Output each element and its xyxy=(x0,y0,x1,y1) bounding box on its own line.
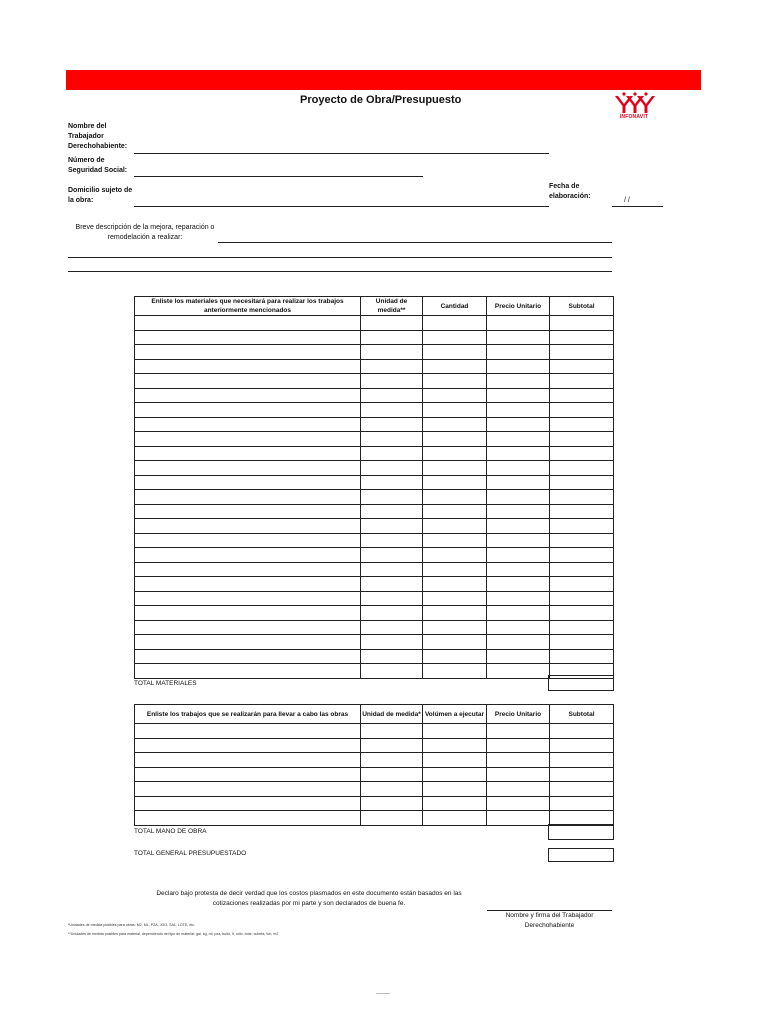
materials-cell[interactable] xyxy=(550,359,614,374)
materials-cell[interactable] xyxy=(135,345,361,360)
materials-cell[interactable] xyxy=(487,388,550,403)
header-red-bar xyxy=(66,70,701,90)
materials-cell[interactable] xyxy=(487,635,550,650)
materials-cell[interactable] xyxy=(487,374,550,389)
materials-cell[interactable] xyxy=(550,649,614,664)
labor-header-description: Enliste los trabajos que se realizarán para llevar a cabo las obras xyxy=(135,705,361,724)
materials-row xyxy=(135,606,614,621)
labor-cell[interactable] xyxy=(487,811,550,826)
labor-header-unit: Unidad de medida* xyxy=(361,705,423,724)
materials-cell[interactable] xyxy=(135,606,361,621)
materials-cell[interactable] xyxy=(361,446,423,461)
labor-cell[interactable] xyxy=(135,767,361,782)
labor-cell[interactable] xyxy=(550,724,614,739)
nombre-label: Nombre del Trabajador Derechohabiente: xyxy=(68,123,128,150)
materials-cell[interactable] xyxy=(487,519,550,534)
materials-cell[interactable] xyxy=(361,417,423,432)
materials-cell[interactable] xyxy=(361,504,423,519)
materials-cell[interactable] xyxy=(361,635,423,650)
labor-cell[interactable] xyxy=(550,738,614,753)
footnote-2: **Unidades de medida posibles para material, dependiendo del tipo de material: gal, kg, ml, pza, bulto, lt, rollo, bote, cubeta, ton, m2 xyxy=(68,932,279,936)
materials-row xyxy=(135,635,614,650)
materials-cell[interactable] xyxy=(487,548,550,563)
materials-cell[interactable] xyxy=(487,490,550,505)
logo-text: INFONAVIT xyxy=(619,114,649,120)
materials-cell[interactable] xyxy=(487,316,550,331)
labor-cell[interactable] xyxy=(423,796,487,811)
labor-header-unit-price: Precio Unitario xyxy=(487,705,550,724)
materials-cell[interactable] xyxy=(550,490,614,505)
materials-cell[interactable] xyxy=(423,316,487,331)
total-materials-label: TOTAL MATERIALES xyxy=(134,680,197,687)
materials-cell[interactable] xyxy=(550,388,614,403)
materials-row xyxy=(135,388,614,403)
materials-row xyxy=(135,577,614,592)
materials-row xyxy=(135,461,614,476)
materials-cell[interactable] xyxy=(423,519,487,534)
materials-header-description: Enliste los materiales que necesitará para realizar los trabajos anteriormente mencionados xyxy=(135,297,361,316)
total-labor-label: TOTAL MANO DE OBRA xyxy=(134,828,207,835)
materials-cell[interactable] xyxy=(487,461,550,476)
materials-cell[interactable] xyxy=(361,345,423,360)
labor-cell[interactable] xyxy=(423,724,487,739)
materials-cell[interactable] xyxy=(361,620,423,635)
materials-row xyxy=(135,475,614,490)
materials-cell[interactable] xyxy=(135,548,361,563)
labor-cell[interactable] xyxy=(361,811,423,826)
materials-cell[interactable] xyxy=(135,620,361,635)
materials-cell[interactable] xyxy=(135,504,361,519)
materials-cell[interactable] xyxy=(550,504,614,519)
materials-table xyxy=(134,296,614,679)
materials-row xyxy=(135,316,614,331)
labor-cell[interactable] xyxy=(361,796,423,811)
materials-cell[interactable] xyxy=(423,635,487,650)
materials-cell[interactable] xyxy=(487,606,550,621)
materials-cell[interactable] xyxy=(361,490,423,505)
materials-cell[interactable] xyxy=(550,635,614,650)
materials-cell[interactable] xyxy=(423,374,487,389)
materials-cell[interactable] xyxy=(487,432,550,447)
nss-line[interactable] xyxy=(134,176,423,177)
materials-cell[interactable] xyxy=(361,577,423,592)
materials-cell[interactable] xyxy=(487,330,550,345)
materials-cell[interactable] xyxy=(423,417,487,432)
materials-cell[interactable] xyxy=(135,533,361,548)
labor-cell[interactable] xyxy=(135,753,361,768)
materials-row xyxy=(135,519,614,534)
labor-cell[interactable] xyxy=(361,782,423,797)
materials-cell[interactable] xyxy=(135,359,361,374)
labor-cell[interactable] xyxy=(135,738,361,753)
materials-cell[interactable] xyxy=(135,417,361,432)
nss-label: Número de Seguridad Social: xyxy=(68,157,128,174)
materials-cell[interactable] xyxy=(135,562,361,577)
materials-row xyxy=(135,664,614,679)
materials-row xyxy=(135,533,614,548)
materials-cell[interactable] xyxy=(135,591,361,606)
materials-cell[interactable] xyxy=(361,606,423,621)
materials-cell[interactable] xyxy=(487,620,550,635)
labor-cell[interactable] xyxy=(550,782,614,797)
materials-cell[interactable] xyxy=(361,664,423,679)
materials-cell[interactable] xyxy=(423,330,487,345)
labor-cell[interactable] xyxy=(487,782,550,797)
materials-cell[interactable] xyxy=(135,446,361,461)
materials-cell[interactable] xyxy=(423,475,487,490)
labor-cell[interactable] xyxy=(135,782,361,797)
materials-cell[interactable] xyxy=(550,316,614,331)
materials-cell[interactable] xyxy=(487,562,550,577)
page-mark xyxy=(376,993,390,994)
materials-row xyxy=(135,432,614,447)
materials-cell[interactable] xyxy=(423,591,487,606)
materials-cell[interactable] xyxy=(361,403,423,418)
labor-row xyxy=(135,738,614,753)
materials-cell[interactable] xyxy=(361,359,423,374)
materials-cell[interactable] xyxy=(423,577,487,592)
materials-cell[interactable] xyxy=(135,374,361,389)
labor-cell[interactable] xyxy=(361,738,423,753)
materials-cell[interactable] xyxy=(361,316,423,331)
materials-cell[interactable] xyxy=(550,548,614,563)
labor-cell[interactable] xyxy=(423,738,487,753)
materials-cell[interactable] xyxy=(423,461,487,476)
materials-row xyxy=(135,403,614,418)
materials-cell[interactable] xyxy=(135,330,361,345)
labor-row xyxy=(135,753,614,768)
labor-cell[interactable] xyxy=(487,753,550,768)
domicilio-label: Domicilio sujeto de la obra: xyxy=(68,187,133,204)
signature-label: Nombre y firma del Trabajador Derechohabiente xyxy=(505,912,594,929)
materials-cell[interactable] xyxy=(550,519,614,534)
page-title: Proyecto de Obra/Presupuesto xyxy=(300,94,462,106)
materials-cell[interactable] xyxy=(361,649,423,664)
materials-cell[interactable] xyxy=(135,316,361,331)
materials-row xyxy=(135,490,614,505)
materials-cell[interactable] xyxy=(550,533,614,548)
materials-cell[interactable] xyxy=(135,577,361,592)
materials-cell[interactable] xyxy=(423,533,487,548)
labor-cell[interactable] xyxy=(487,796,550,811)
grand-total-label: TOTAL GENERAL PRESUPUESTADO xyxy=(134,850,247,857)
labor-row xyxy=(135,796,614,811)
materials-cell[interactable] xyxy=(361,519,423,534)
labor-header-volume: Volúmen a ejecutar xyxy=(423,705,487,724)
materials-cell[interactable] xyxy=(550,403,614,418)
declaration-text: Declaro bajo protesta de decir verdad que los costos plasmados en este documento están basados en las cotizaciones realizadas por mi parte y son declarados de buena fe. xyxy=(156,890,462,907)
materials-row xyxy=(135,562,614,577)
materials-row xyxy=(135,620,614,635)
materials-cell[interactable] xyxy=(135,403,361,418)
materials-cell[interactable] xyxy=(135,519,361,534)
grand-total-box[interactable] xyxy=(548,848,614,862)
total-materials-box[interactable] xyxy=(548,675,614,691)
materials-cell[interactable] xyxy=(135,649,361,664)
materials-cell[interactable] xyxy=(487,345,550,360)
materials-row xyxy=(135,417,614,432)
materials-header-subtotal: Subtotal xyxy=(550,297,614,316)
materials-cell[interactable] xyxy=(361,533,423,548)
materials-cell[interactable] xyxy=(361,330,423,345)
materials-header-quantity: Cantidad xyxy=(423,297,487,316)
materials-cell[interactable] xyxy=(423,432,487,447)
materials-cell[interactable] xyxy=(487,664,550,679)
labor-cell[interactable] xyxy=(135,811,361,826)
materials-cell[interactable] xyxy=(423,664,487,679)
materials-cell[interactable] xyxy=(550,620,614,635)
materials-cell[interactable] xyxy=(423,562,487,577)
descripcion-line-3[interactable] xyxy=(68,271,612,272)
materials-cell[interactable] xyxy=(361,388,423,403)
materials-cell[interactable] xyxy=(361,432,423,447)
materials-cell[interactable] xyxy=(550,417,614,432)
materials-cell[interactable] xyxy=(487,649,550,664)
materials-cell[interactable] xyxy=(487,359,550,374)
labor-cell[interactable] xyxy=(423,753,487,768)
materials-cell[interactable] xyxy=(361,374,423,389)
materials-cell[interactable] xyxy=(550,446,614,461)
labor-row xyxy=(135,811,614,826)
labor-cell[interactable] xyxy=(423,782,487,797)
materials-cell[interactable] xyxy=(487,417,550,432)
materials-cell[interactable] xyxy=(135,388,361,403)
materials-cell[interactable] xyxy=(423,606,487,621)
materials-cell[interactable] xyxy=(423,446,487,461)
labor-row xyxy=(135,724,614,739)
materials-cell[interactable] xyxy=(361,461,423,476)
labor-table xyxy=(134,704,614,826)
labor-cell[interactable] xyxy=(550,767,614,782)
materials-cell[interactable] xyxy=(550,591,614,606)
descripcion-line-2[interactable] xyxy=(68,257,612,258)
materials-cell[interactable] xyxy=(423,490,487,505)
materials-row xyxy=(135,330,614,345)
descripcion-label: Breve descripción de la mejora, reparación o remodelación a realizar: xyxy=(75,224,215,241)
labor-cell[interactable] xyxy=(135,724,361,739)
materials-cell[interactable] xyxy=(423,359,487,374)
materials-header-unit: Unidad de medida** xyxy=(361,297,423,316)
labor-cell[interactable] xyxy=(361,767,423,782)
labor-cell[interactable] xyxy=(361,724,423,739)
materials-cell[interactable] xyxy=(423,620,487,635)
materials-cell[interactable] xyxy=(423,649,487,664)
labor-cell[interactable] xyxy=(423,767,487,782)
materials-cell[interactable] xyxy=(135,432,361,447)
labor-cell[interactable] xyxy=(423,811,487,826)
materials-cell[interactable] xyxy=(135,664,361,679)
labor-cell[interactable] xyxy=(361,753,423,768)
materials-cell[interactable] xyxy=(487,446,550,461)
materials-cell[interactable] xyxy=(550,432,614,447)
materials-row xyxy=(135,345,614,360)
materials-cell[interactable] xyxy=(487,591,550,606)
materials-cell[interactable] xyxy=(423,403,487,418)
materials-row xyxy=(135,548,614,563)
materials-cell[interactable] xyxy=(135,461,361,476)
materials-cell[interactable] xyxy=(361,475,423,490)
materials-row xyxy=(135,359,614,374)
labor-row xyxy=(135,782,614,797)
fecha-value: / / xyxy=(624,197,630,204)
materials-row xyxy=(135,649,614,664)
fecha-line[interactable] xyxy=(612,206,663,207)
materials-row xyxy=(135,374,614,389)
total-labor-box[interactable] xyxy=(548,824,614,840)
materials-cell[interactable] xyxy=(423,388,487,403)
materials-cell[interactable] xyxy=(487,533,550,548)
materials-cell[interactable] xyxy=(487,403,550,418)
materials-cell[interactable] xyxy=(423,504,487,519)
labor-cell[interactable] xyxy=(487,738,550,753)
materials-cell[interactable] xyxy=(550,330,614,345)
materials-row xyxy=(135,591,614,606)
materials-cell[interactable] xyxy=(423,548,487,563)
materials-cell[interactable] xyxy=(550,374,614,389)
labor-cell[interactable] xyxy=(550,753,614,768)
footnote-1: *Unidades de medida posibles para obras: M2, ML, PZA, JGO, SAL, LOTE, etc. xyxy=(68,923,196,927)
materials-cell[interactable] xyxy=(361,562,423,577)
materials-cell[interactable] xyxy=(487,504,550,519)
materials-cell[interactable] xyxy=(361,548,423,563)
descripcion-line-1[interactable] xyxy=(218,242,612,243)
materials-cell[interactable] xyxy=(135,475,361,490)
labor-row xyxy=(135,767,614,782)
labor-cell[interactable] xyxy=(487,724,550,739)
domicilio-line[interactable] xyxy=(134,206,549,207)
materials-cell[interactable] xyxy=(550,606,614,621)
nombre-line[interactable] xyxy=(134,153,549,154)
materials-row xyxy=(135,446,614,461)
materials-cell[interactable] xyxy=(423,345,487,360)
materials-cell[interactable] xyxy=(361,591,423,606)
materials-header-unit-price: Precio Unitario xyxy=(487,297,550,316)
materials-cell[interactable] xyxy=(135,490,361,505)
materials-cell[interactable] xyxy=(550,577,614,592)
materials-cell[interactable] xyxy=(550,562,614,577)
materials-cell[interactable] xyxy=(550,461,614,476)
labor-header-subtotal: Subtotal xyxy=(550,705,614,724)
materials-cell[interactable] xyxy=(550,345,614,360)
materials-row xyxy=(135,504,614,519)
labor-cell[interactable] xyxy=(487,767,550,782)
materials-cell[interactable] xyxy=(135,635,361,650)
labor-cell[interactable] xyxy=(550,796,614,811)
materials-cell[interactable] xyxy=(550,475,614,490)
materials-cell[interactable] xyxy=(487,577,550,592)
labor-cell[interactable] xyxy=(135,796,361,811)
materials-cell[interactable] xyxy=(487,475,550,490)
fecha-label: Fecha de elaboración: xyxy=(549,183,591,200)
labor-cell[interactable] xyxy=(550,811,614,826)
